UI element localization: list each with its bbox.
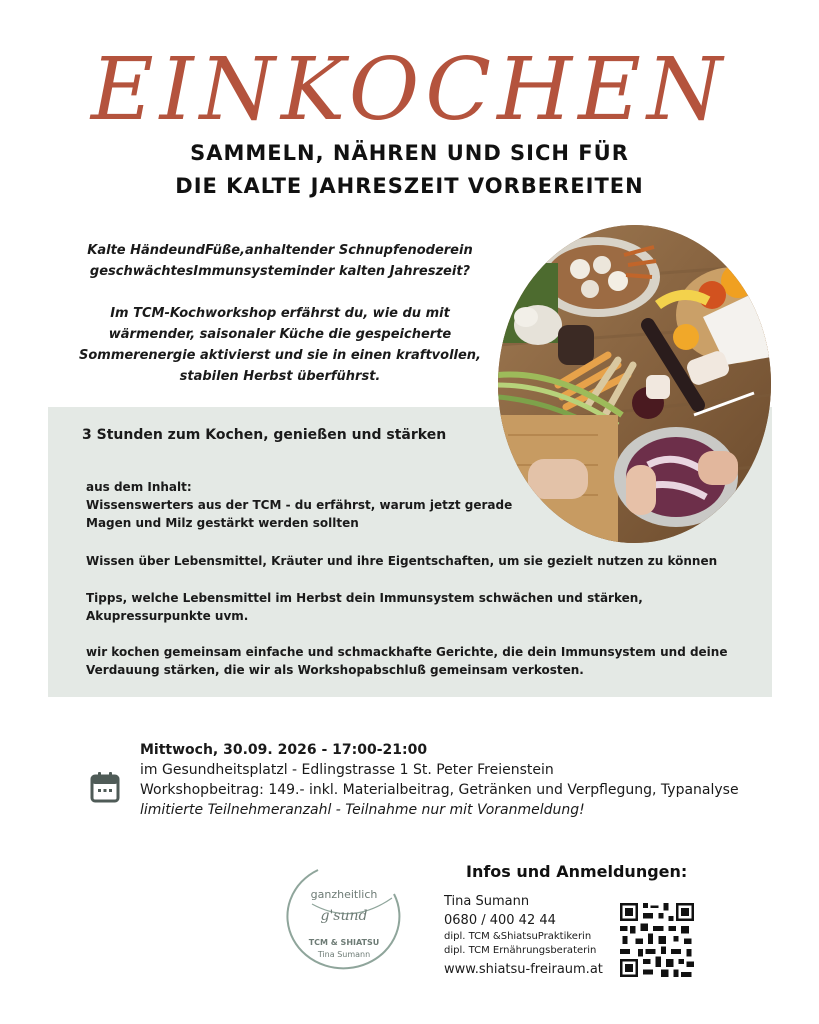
intro-text-line-4: stabilen Herbst überführst. bbox=[179, 369, 381, 384]
panel-heading: 3 Stunden zum Kochen, genießen und stärken bbox=[82, 427, 447, 443]
contact-role-2: dipl. TCM Ernährungsberaterin bbox=[444, 945, 597, 956]
contact-role-1: dipl. TCM &ShiatsuPraktikerin bbox=[444, 931, 592, 942]
contact-phone: 0680 / 400 42 44 bbox=[444, 913, 556, 928]
contact-heading: Infos und Anmeldungen: bbox=[466, 862, 688, 881]
content-item-4-line-2: Verdauung stärken, die wir als Workshopabschluß gemeinsam verkosten. bbox=[86, 663, 584, 677]
contact-name: Tina Sumann bbox=[444, 894, 530, 909]
intro-text-line-3: Sommerenergie aktivierst und sie in einen kraftvollen, bbox=[78, 348, 481, 363]
event-note: limitierte Teilnehmeranzahl - Teilnahme nur mit Voranmeldung! bbox=[140, 802, 585, 818]
logo-line-4: Tina Sumann bbox=[317, 950, 371, 959]
intro-question bbox=[60, 240, 500, 282]
intro-question-line-2: geschwächtesImmunsysteminder kalten Jahreszeit? bbox=[89, 264, 471, 279]
event-details bbox=[140, 740, 739, 820]
logo-line-2: g'sund bbox=[320, 908, 368, 924]
content-title: aus dem Inhalt: bbox=[86, 480, 192, 494]
cooking-photo-illustration bbox=[498, 225, 771, 543]
calendar-icon bbox=[90, 771, 120, 803]
event-date-time: Mittwoch, 30.09. 2026 - 17:00-21:00 bbox=[140, 742, 428, 758]
subtitle-line-2: DIE KALTE JAHRESZEIT VORBEREITEN bbox=[175, 174, 644, 198]
content-item-4 bbox=[86, 643, 766, 679]
brand-logo bbox=[278, 858, 410, 976]
intro-question-line-1: Kalte HändeundFüße,anhaltender Schnupfenoderein bbox=[87, 243, 473, 258]
subtitle-line-1: SAMMELN, NÄHREN UND SICH FÜR bbox=[190, 141, 629, 165]
content-item-1-line-2: Magen und Milz gestärkt werden sollten bbox=[86, 516, 359, 530]
logo-line-3: TCM & SHIATSU bbox=[308, 938, 380, 947]
intro-text-line-1: Im TCM-Kochworkshop erfährst du, wie du mit bbox=[110, 306, 450, 321]
content-item-2: Wissen über Lebensmittel, Kräuter und ihre Eigentschaften, um sie gezielt nutzen zu können bbox=[86, 554, 718, 568]
content-item-4-line-1: wir kochen gemeinsam einfache und schmackhafte Gerichte, die dein Immunsystem und deine bbox=[86, 645, 728, 659]
content-intro-block bbox=[86, 478, 516, 532]
event-fee: Workshopbeitrag: 149.- inkl. Materialbeitrag, Getränken und Verpflegung, Typanalyse bbox=[140, 782, 739, 798]
page-title: EINKOCHEN bbox=[90, 40, 729, 140]
content-item-1-line-1: Wissenswerters aus der TCM - du erfährst, warum jetzt gerade bbox=[86, 498, 513, 512]
intro-text bbox=[60, 303, 500, 387]
cooking-photo bbox=[498, 225, 771, 543]
content-item-3 bbox=[86, 589, 762, 625]
contact-website[interactable]: www.shiatsu-freiraum.at bbox=[444, 962, 603, 977]
content-item-3-line-1: Tipps, welche Lebensmittel im Herbst dein Immunsystem schwächen und stärken, bbox=[86, 591, 643, 605]
content-item-3-line-2: Akupressurpunkte uvm. bbox=[86, 609, 249, 623]
qr-code-icon bbox=[620, 903, 694, 977]
intro-text-line-2: wärmender, saisonaler Küche die gespeicherte bbox=[108, 327, 452, 342]
contact-details bbox=[444, 892, 603, 979]
event-location: im Gesundheitsplatzl - Edlingstrasse 1 St. Peter Freienstein bbox=[140, 762, 554, 778]
logo-line-1: ganzheitlich bbox=[310, 888, 378, 901]
